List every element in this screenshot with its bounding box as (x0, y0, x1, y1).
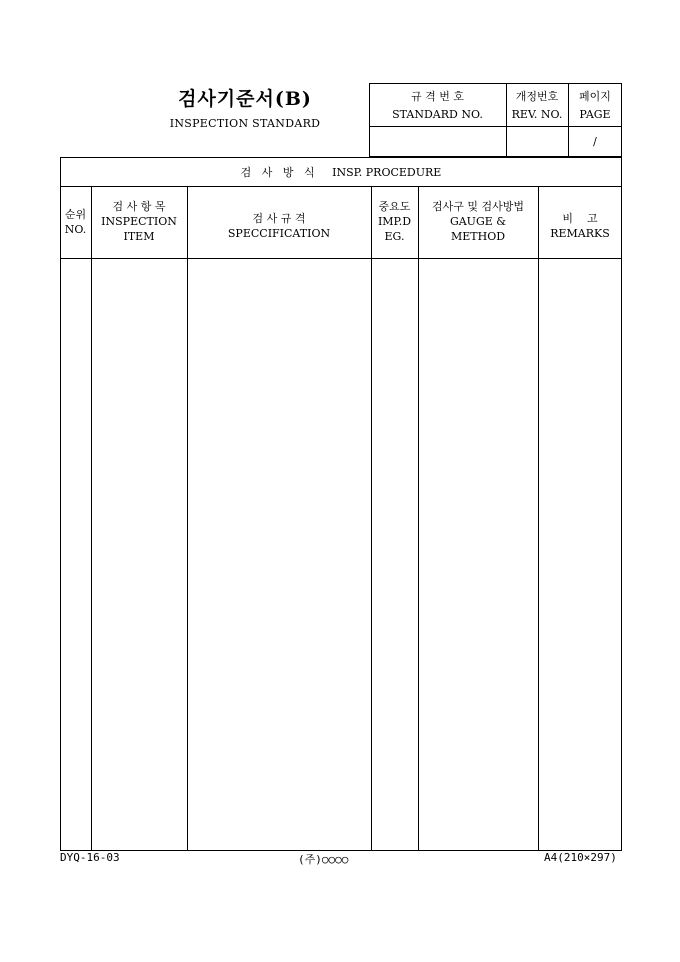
remarks-label-en: REMARKS (550, 227, 610, 240)
gauge-label-en-1: GAUGE & (449, 215, 507, 228)
remarks-label-kr: 비 고 (562, 212, 598, 225)
imp-label-en-1: IMP.D (377, 215, 412, 228)
standard-no-field[interactable] (370, 127, 505, 156)
column-header-gauge (418, 199, 538, 244)
gauge-label-en-2: METHOD (450, 230, 506, 243)
page-label-kr: 페이지 (579, 90, 611, 103)
standard-no-label-kr: 규 격 번 호 (411, 90, 464, 103)
rev-no-field[interactable] (507, 127, 567, 156)
column-header-spec (187, 211, 371, 241)
standard-no-label-en: STANDARD NO. (392, 108, 483, 121)
procedure-label: 검 사 방 식 INSP. PROCEDURE (240, 166, 442, 179)
document-subtitle: INSPECTION STANDARD (169, 117, 321, 130)
rev-no-label-kr: 개정번호 (515, 90, 559, 103)
column-header-remarks (538, 211, 622, 241)
no-label-en: NO. (64, 223, 87, 236)
page-label-en: PAGE (579, 108, 611, 121)
item-label-en-1: INSPECTION (101, 215, 177, 228)
gauge-label-kr: 검사구 및 검사방법 (431, 200, 524, 213)
document-title: 검사기준서(B) (178, 88, 312, 110)
page-value[interactable]: / (593, 135, 597, 148)
imp-label-kr: 중요도 (378, 200, 411, 213)
item-label-kr: 검 사 항 목 (112, 200, 166, 213)
spec-label-en: SPECCIFICATION (227, 227, 331, 240)
rev-no-label-en: REV. NO. (511, 108, 563, 121)
footer-company: (주)○○○○ (298, 853, 349, 866)
item-label-en-2: ITEM (123, 230, 155, 243)
table-body[interactable] (61, 259, 621, 850)
column-header-no (60, 207, 91, 237)
column-header-item (91, 199, 187, 244)
column-header-imp (371, 199, 418, 244)
imp-label-en-2: EG. (384, 230, 405, 243)
spec-label-kr: 검 사 규 격 (252, 212, 306, 225)
footer-paper-size: A4(210×297) (544, 851, 617, 864)
no-label-kr: 순위 (64, 208, 87, 221)
footer-doc-code: DYQ-16-03 (60, 851, 120, 864)
